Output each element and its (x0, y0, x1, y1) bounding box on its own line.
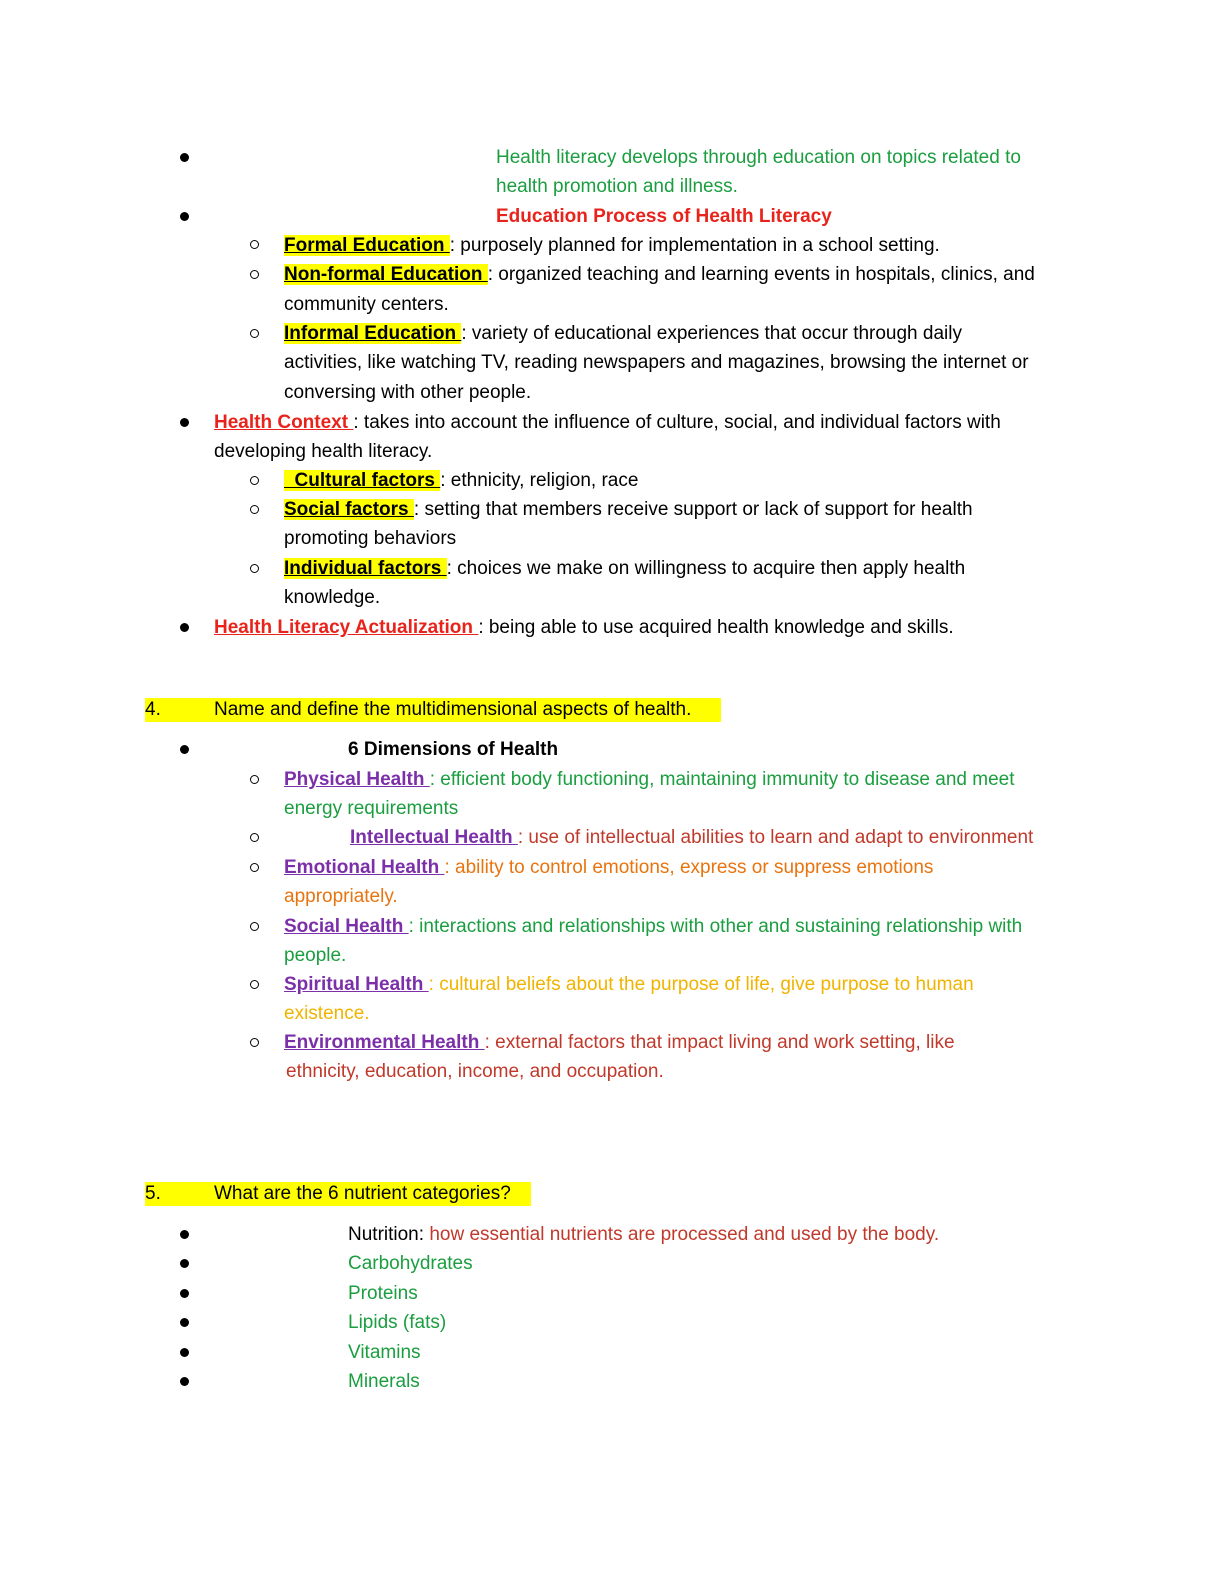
intellectual-health-item (350, 826, 1033, 850)
bullet-icon (180, 153, 189, 162)
question-5-number: 5. (145, 1183, 161, 1204)
cultural-factors-def: : ethnicity, religion, race (440, 470, 639, 491)
intro-line-1: Health literacy develops through education on topics related to (496, 147, 1021, 168)
sub-bullet-icon (250, 922, 259, 931)
sub-bullet-icon (250, 270, 259, 279)
health-context-def: : takes into account the influence of culture, social, and individual factors with (353, 412, 1001, 433)
individual-factors-def-cont: knowledge. (284, 587, 381, 608)
individual-factors-item (284, 557, 965, 581)
question-4 (145, 698, 721, 722)
nutrition-label: Nutrition: (348, 1224, 430, 1245)
physical-health-term: Physical Health (284, 769, 430, 790)
sub-bullet-icon (250, 564, 259, 573)
bullet-icon (180, 418, 189, 427)
bullet-icon (180, 1230, 189, 1239)
health-context-item (214, 411, 1001, 435)
individual-factors-def: : choices we make on willingness to acquire then apply health (446, 558, 966, 579)
nutrient-item: Carbohydrates (348, 1253, 473, 1274)
cultural-factors-item (284, 469, 638, 493)
bullet-icon (180, 212, 189, 221)
physical-health-def: : efficient body functioning, maintaining immunity to disease and meet (429, 769, 1015, 790)
sub-bullet-icon (250, 980, 259, 989)
informal-education-def-cont: activities, like watching TV, reading newspapers and magazines, browsing the internet or (284, 352, 1029, 373)
health-context-def-cont: developing health literacy. (214, 441, 433, 462)
nonformal-education-item (284, 263, 1035, 287)
emotional-health-def: : ability to control emotions, express or suppress emotions (444, 857, 934, 878)
formal-education-def: : purposely planned for implementation in a school setting. (449, 235, 940, 256)
bullet-icon (180, 1377, 189, 1386)
physical-health-def-cont: energy requirements (284, 798, 459, 819)
sub-bullet-icon (250, 775, 259, 784)
sub-bullet-icon (250, 863, 259, 872)
individual-factors-term: Individual factors (284, 558, 447, 579)
social-health-item (284, 915, 1022, 939)
actualization-item (214, 616, 954, 640)
informal-education-def-cont: conversing with other people. (284, 382, 532, 403)
intro-line-2: health promotion and illness. (496, 176, 738, 197)
social-factors-def: : setting that members receive support or lack of support for health (413, 499, 973, 520)
dimensions-heading: 6 Dimensions of Health (348, 739, 559, 760)
social-factors-def-cont: promoting behaviors (284, 528, 457, 549)
sub-bullet-icon (250, 833, 259, 842)
question-4-text: Name and define the multidimensional aspects of health. (214, 699, 692, 720)
spiritual-health-def: : cultural beliefs about the purpose of life, give purpose to human (428, 974, 974, 995)
informal-education-term: Informal Education (284, 323, 462, 344)
nutrient-item: Vitamins (348, 1342, 421, 1363)
process-heading: Education Process of Health Literacy (496, 206, 832, 227)
actualization-def: : being able to use acquired health knowledge and skills. (478, 617, 954, 638)
informal-education-item (284, 322, 962, 346)
actualization-term: Health Literacy Actualization (214, 617, 479, 638)
social-factors-item (284, 498, 973, 522)
bullet-icon (180, 623, 189, 632)
environmental-health-term: Environmental Health (284, 1032, 485, 1053)
question-4-number: 4. (145, 699, 161, 720)
nutrient-item: Lipids (fats) (348, 1312, 447, 1333)
nonformal-education-term: Non-formal Education (284, 264, 488, 285)
spiritual-health-item (284, 973, 974, 997)
sub-bullet-icon (250, 1038, 259, 1047)
nonformal-education-def: : organized teaching and learning events in hospitals, clinics, and (487, 264, 1035, 285)
spiritual-health-def-cont: existence. (284, 1003, 370, 1024)
cultural-factors-term: Cultural factors (284, 470, 441, 491)
nonformal-education-def-cont: community centers. (284, 294, 449, 315)
nutrition-item (348, 1223, 939, 1247)
social-health-def-cont: people. (284, 945, 347, 966)
social-factors-term: Social factors (284, 499, 414, 520)
health-context-term: Health Context (214, 412, 354, 433)
bullet-icon (180, 1259, 189, 1268)
informal-education-def: : variety of educational experiences that occur through daily (461, 323, 962, 344)
bullet-icon (180, 1348, 189, 1357)
sub-bullet-icon (250, 240, 259, 249)
intellectual-health-def: : use of intellectual abilities to learn and adapt to environment (517, 827, 1034, 848)
bullet-icon (180, 1289, 189, 1298)
intellectual-health-term: Intellectual Health (350, 827, 518, 848)
emotional-health-def-cont: appropriately. (284, 886, 398, 907)
formal-education-item (284, 234, 940, 258)
question-5-text: What are the 6 nutrient categories? (214, 1183, 511, 1204)
formal-education-term: Formal Education (284, 235, 450, 256)
spiritual-health-term: Spiritual Health (284, 974, 429, 995)
emotional-health-term: Emotional Health (284, 857, 445, 878)
nutrition-def: how essential nutrients are processed and used by the body. (429, 1224, 940, 1245)
physical-health-item (284, 768, 1015, 792)
bullet-icon (180, 1318, 189, 1327)
sub-bullet-icon (250, 476, 259, 485)
environmental-health-def-cont: ethnicity, education, income, and occupation. (286, 1061, 664, 1082)
bullet-icon (180, 745, 189, 754)
nutrient-item: Proteins (348, 1283, 418, 1304)
environmental-health-item (284, 1031, 955, 1055)
nutrient-item: Minerals (348, 1371, 420, 1392)
emotional-health-item (284, 856, 933, 880)
environmental-health-def: : external factors that impact living and work setting, like (484, 1032, 955, 1053)
sub-bullet-icon (250, 329, 259, 338)
social-health-term: Social Health (284, 916, 409, 937)
sub-bullet-icon (250, 505, 259, 514)
question-5 (145, 1182, 531, 1206)
social-health-def: : interactions and relationships with other and sustaining relationship with (408, 916, 1023, 937)
